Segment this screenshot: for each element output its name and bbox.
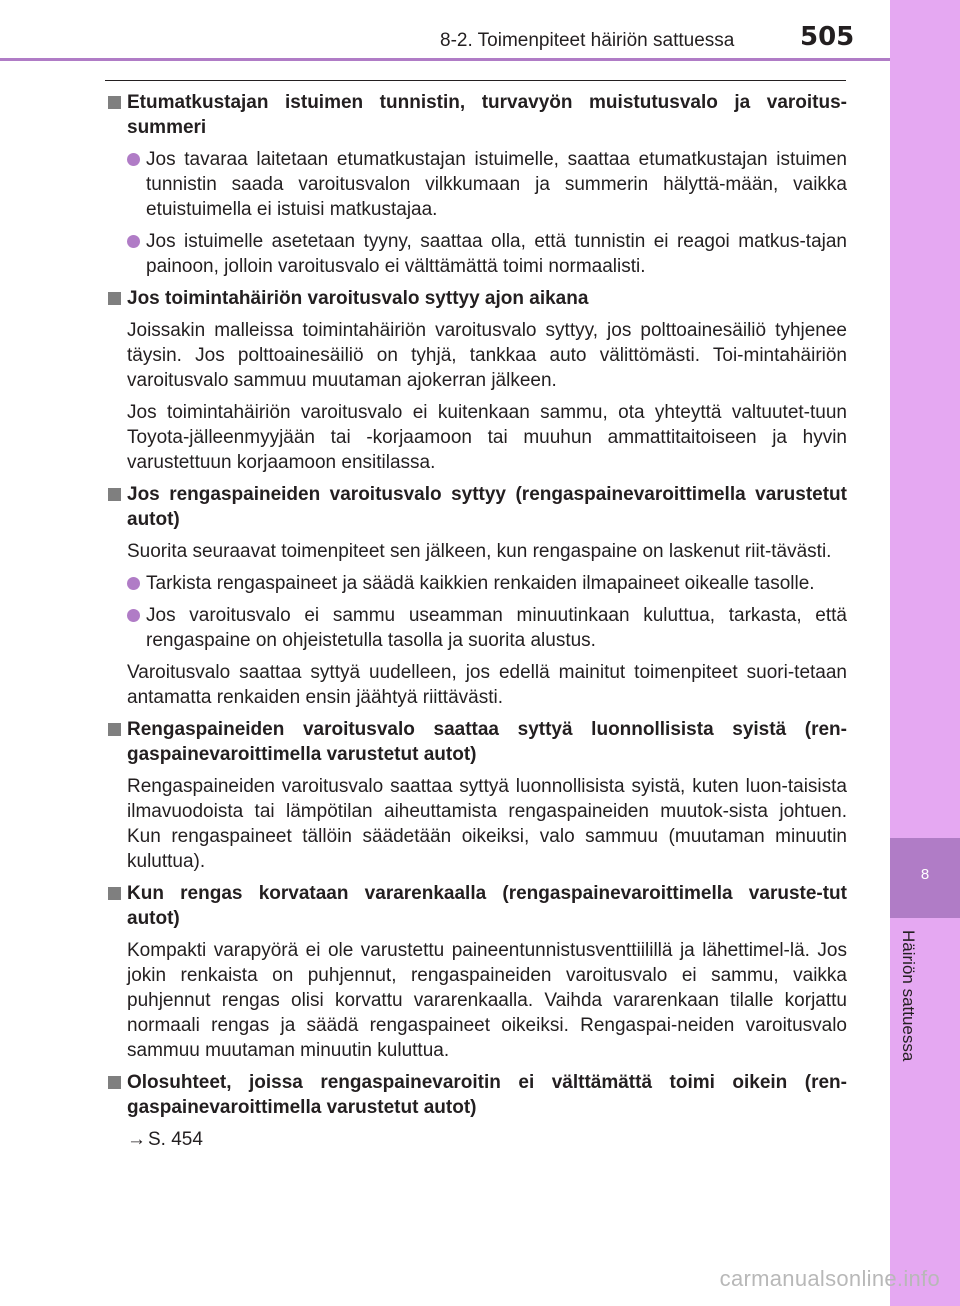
paragraph: Kompakti varapyörä ei ole varustettu paineentunnistusventtiilillä ja lähettimel-lä. Jos jokin renkaista on puhjennut, rengaspaineiden varoitusvalo ei sammu, vaikka puhjennut rengas olisi korvattu vararenkaalla. Vaihda vararenkaan tilalle korjattu normaali rengas ja säädä rengaspaineet oikeiksi. Rengaspai-neiden varoitusvalo sammuu muutaman minuutin kuluttua. xyxy=(127,940,847,1061)
section-heading: Olosuhteet, joissa rengaspainevaroitin ei välttämättä toimi oikein (ren-gaspainevaroittimella varustetut autot) xyxy=(127,1072,847,1118)
header-rule xyxy=(0,58,890,61)
section-malfunction-light xyxy=(105,286,847,475)
paragraph: Jos toimintahäiriön varoitusvalo ei kuitenkaan sammu, ota yhteyttä valtuutet-tuun Toyota-jälleenmyyjään tai -korjaamoon tai muuhun ammattitaitoiseen ja hyvin varustettuun korjaamoon ensitilassa. xyxy=(127,402,847,473)
bullet-text: Jos varoitusvalo ei sammu useamman minuutinkaan kuluttua, tarkasta, että rengaspaine on ohjeistetulla tasolla ja suorita alustus. xyxy=(146,605,847,651)
square-bullet-icon xyxy=(108,1076,121,1089)
circle-bullet-icon xyxy=(127,235,140,248)
paragraph: Joissakin malleissa toimintahäiriön varoitusvalo syttyy, jos polttoainesäiliö tyhjenee täysin. Jos polttoainesäiliö on tyhjä, tankkaa auto välittömästi. Toi-mintahäiriön varoitusvalo sammuu muutaman ajokerran jälkeen. xyxy=(127,320,847,391)
chapter-title: Häiriön sattuessa xyxy=(899,930,918,1062)
square-bullet-icon xyxy=(108,292,121,305)
square-bullet-icon xyxy=(108,887,121,900)
section-heading: Jos toimintahäiriön varoitusvalo syttyy ajon aikana xyxy=(127,288,589,309)
section-heading: Jos rengaspaineiden varoitusvalo syttyy (rengaspainevaroittimella varustetut autot) xyxy=(127,484,847,530)
square-bullet-icon xyxy=(108,96,121,109)
paragraph: Suorita seuraavat toimenpiteet sen jälkeen, kun rengaspaine on laskenut riit-tävästi. xyxy=(127,541,832,562)
circle-bullet-icon xyxy=(127,609,140,622)
list-item xyxy=(127,147,847,222)
circle-bullet-icon xyxy=(127,153,140,166)
bullet-text: Jos istuimelle asetetaan tyyny, saattaa olla, että tunnistin ei reagoi matkus-tajan painoon, jolloin varoitusvalo ei välttämättä toimi normaalisti. xyxy=(146,231,847,277)
section-tire-pressure-light xyxy=(105,482,847,710)
list-item xyxy=(127,229,847,279)
square-bullet-icon xyxy=(108,488,121,501)
paragraph: Varoitusvalo saattaa syttyä uudelleen, jos edellä mainitut toimenpiteet suori-tetaan antamatta renkaiden ensin jäähtyä riittävästi. xyxy=(127,662,847,708)
arrow-right-icon: → xyxy=(127,1129,146,1150)
content-top-rule xyxy=(105,80,846,81)
section-natural-causes xyxy=(105,717,847,874)
circle-bullet-icon xyxy=(127,577,140,590)
list-item xyxy=(127,571,847,596)
section-warning-conditions xyxy=(105,1070,847,1152)
section-title: 8-2. Toimenpiteet häiriön sattuessa xyxy=(440,30,735,51)
square-bullet-icon xyxy=(108,723,121,736)
chapter-number: 8 xyxy=(920,866,930,883)
section-seat-sensor xyxy=(105,90,847,279)
reference-text: S. 454 xyxy=(148,1129,203,1150)
section-spare-tire xyxy=(105,881,847,1063)
chapter-sidebar xyxy=(890,0,960,1306)
section-heading: Etumatkustajan istuimen tunnistin, turvavyön muistutusvalo ja varoitus-summeri xyxy=(127,92,847,138)
page-number: 505 xyxy=(800,22,855,52)
section-heading: Kun rengas korvataan vararenkaalla (rengaspainevaroittimella varuste-tut autot) xyxy=(127,883,847,929)
bullet-text: Jos tavaraa laitetaan etumatkustajan istuimelle, saattaa etumatkustajan istuimen tunnistin saada varoitusvalon vilkkumaan ja summerin hälyttä-mään, vaikka etuistuimella ei istuisi matkustajaa. xyxy=(146,149,847,220)
page-reference-link[interactable] xyxy=(127,1127,847,1152)
bullet-text: Tarkista rengaspaineet ja säädä kaikkien renkaiden ilmapaineet oikealle tasolle. xyxy=(146,573,815,594)
section-heading: Rengaspaineiden varoitusvalo saattaa syttyä luonnollisista syistä (ren-gaspainevaroittimella varustetut autot) xyxy=(127,719,847,765)
page-content xyxy=(105,90,847,1159)
watermark: carmanualsonline.info xyxy=(719,1266,940,1291)
paragraph: Rengaspaineiden varoitusvalo saattaa syttyä luonnollisista syistä, kuten luon-taisista ilmavuodoista tai lämpötilan aiheuttamista rengaspaineiden muutok-sista johtuen. Kun rengaspaineet tällöin säädetään oikeiksi, valo sammuu (muutaman minuutin kuluttua). xyxy=(127,776,847,872)
list-item xyxy=(127,603,847,653)
